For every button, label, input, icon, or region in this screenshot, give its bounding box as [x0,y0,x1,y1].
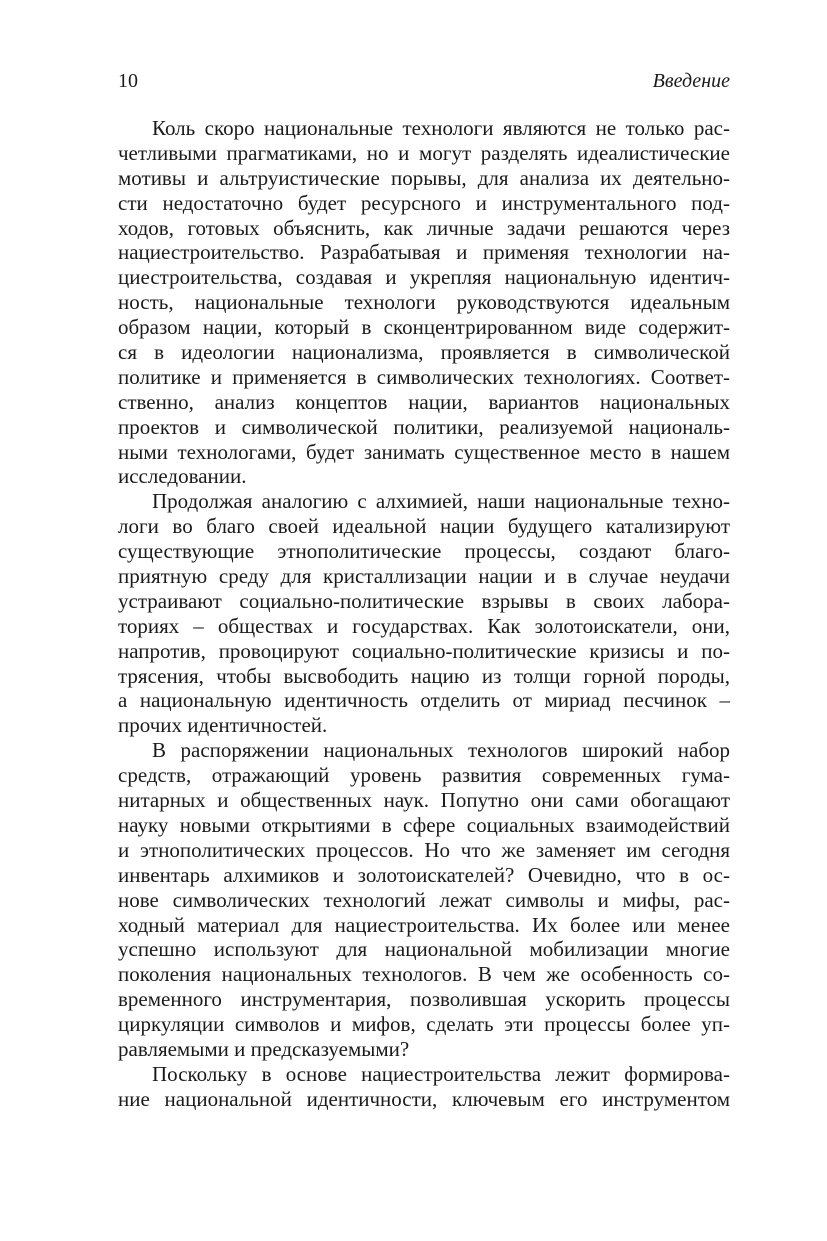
paragraph [118,1062,730,1112]
text-line: образом нации, который в сконцентрированном виде содержит- [118,315,730,340]
text-line: ходов, готовых объяснить, как личные задачи решаются через [118,215,730,240]
paragraph [118,489,730,738]
text-line: нитарных и общественных наук. Попутно они сами обогащают [118,788,730,813]
text-line: циркуляции символов и мифов, сделать эти процессы более уп- [118,1012,730,1037]
text-line: трясения, чтобы высвободить нацию из толщи горной породы, [118,663,730,688]
running-title: Введение [652,70,730,92]
text-line: приятную среду для кристаллизации нации и в случае неудачи [118,564,730,589]
text-line: и этнополитических процессов. Но что же заменяет им сегодня [118,837,730,862]
text-line: временного инструментария, позволившая ускорить процессы [118,987,730,1012]
text-line: существующие этнополитические процессы, создают благо- [118,539,730,564]
page-number: 10 [118,70,138,92]
text-line: ся в идеологии национализма, проявляется в символической [118,340,730,365]
text-line: поколения национальных технологов. В чем же особенность со- [118,962,730,987]
text-line: нациестроительство. Разрабатывая и применяя технологии на- [118,240,730,265]
text-line: равляемыми и предсказуемыми? [118,1036,410,1061]
text-line: исследовании. [118,464,247,489]
text-line: инвентарь алхимиков и золотоискателей? Очевидно, что в ос- [118,862,730,887]
text-line: ность, национальные технологи руководствуются идеальным [118,290,730,315]
text-line: ние национальной идентичности, ключевым его инструментом [118,1086,730,1111]
text-line: Поскольку в основе нациестроительства лежит формирова- [152,1061,730,1086]
body-text [118,116,730,1112]
text-line: ными технологами, будет занимать существенное место в нашем [118,439,730,464]
text-line: напротив, провоцируют социально-политические кризисы и по- [118,638,730,663]
text-line: Коль скоро национальные технологи являются не только рас- [152,116,730,140]
page-header [118,66,730,96]
text-line: ственно, анализ концептов нации, вариантов национальных [118,389,730,414]
text-line: сти недостаточно будет ресурсного и инструментального под- [118,190,730,215]
text-line: циестроительства, создавая и укрепляя национальную идентич- [118,265,730,290]
text-line: средств, отражающий уровень развития современных гума- [118,763,730,788]
text-line: прочих идентичностей. [118,713,328,738]
text-line: науку новыми открытиями в сфере социальных взаимодействий [118,812,730,837]
text-line: четливыми прагматиками, но и могут разделять идеалистические [118,140,730,165]
text-line: политике и применяется в символических технологиях. Соответ- [118,364,730,389]
text-line: а национальную идентичность отделить от мириад песчинок – [118,688,730,713]
text-line: устраивают социально-политические взрывы в своих лабора- [118,588,730,613]
text-line: ториях – обществах и государствах. Как золотоискатели, они, [118,613,730,638]
text-line: успешно используют для национальной мобилизации многие [118,937,730,962]
text-line: Продолжая аналогию с алхимией, наши национальные техно- [152,489,730,514]
paragraph [118,116,730,489]
text-line: ходный материал для нациестроительства. Их более или менее [118,912,730,937]
text-line: мотивы и альтруистические порывы, для анализа их деятельно- [118,165,730,190]
text-line: В распоряжении национальных технологов широкий набор [152,738,730,763]
text-line: нове символических технологий лежат символы и мифы, рас- [118,887,730,912]
paragraph [118,738,730,1062]
text-line: логи во благо своей идеальной нации будущего катализируют [118,514,730,539]
text-line: проектов и символической политики, реализуемой националь- [118,414,730,439]
